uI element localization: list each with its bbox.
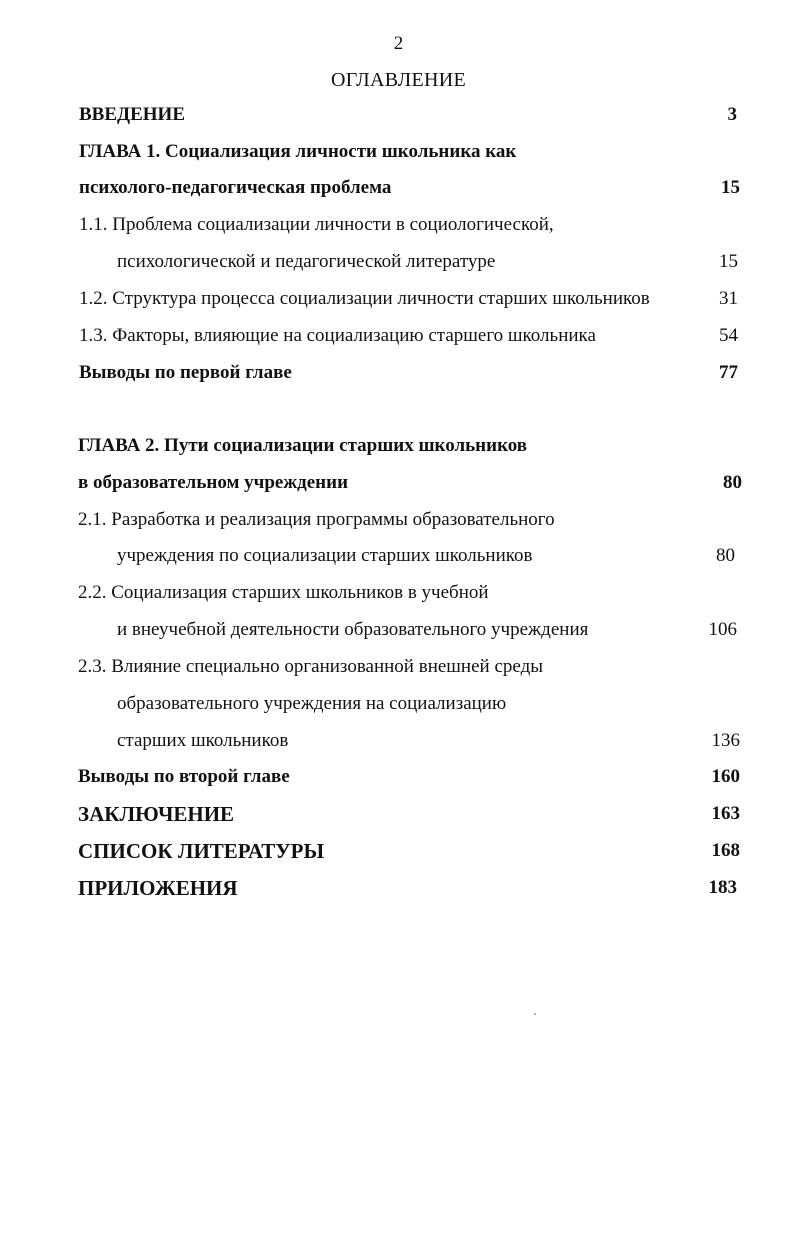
page-number: 2 <box>393 33 404 54</box>
toc-entry-section-2-1-line-2: учреждения по социализации старших школьников <box>117 545 533 566</box>
toc-entry-bibliography: СПИСОК ЛИТЕРАТУРЫ <box>78 839 325 863</box>
toc-entry-conclusions-chapter-1: Выводы по первой главе <box>79 362 292 383</box>
toc-entry-section-2-3-line-1: 2.3. Влияние специально организованной внешней среды <box>78 656 543 677</box>
toc-entry-introduction: ВВЕДЕНИЕ <box>79 104 185 125</box>
toc-page-section-1-1: 15 <box>719 251 738 272</box>
toc-entry-section-2-3-line-2: образовательного учреждения на социализацию <box>117 693 507 714</box>
toc-entry-chapter-1-line-2: психолого-педагогическая проблема <box>79 177 392 198</box>
toc-entry-chapter-1-line-1: ГЛАВА 1. Социализация личности школьника как <box>79 141 517 162</box>
toc-entry-chapter-2-line-1: ГЛАВА 2. Пути социализации старших школьников <box>78 435 528 456</box>
toc-entry-section-1-2: 1.2. Структура процесса социализации личности старших школьников <box>79 288 650 309</box>
scan-speck <box>534 1013 536 1015</box>
toc-page-section-2-2: 106 <box>708 619 737 640</box>
toc-page-section-2-3: 136 <box>711 730 740 751</box>
toc-page-chapter-2: 80 <box>723 472 742 493</box>
toc-entry-conclusion: ЗАКЛЮЧЕНИЕ <box>78 802 235 826</box>
toc-page-chapter-1: 15 <box>721 177 740 198</box>
toc-page-appendices: 183 <box>708 877 737 898</box>
toc-entry-section-1-1-line-2: психологической и педагогической литературе <box>117 251 496 272</box>
toc-entry-chapter-2-line-2: в образовательном учреждении <box>78 472 349 493</box>
toc-entry-section-2-3-line-3: старших школьников <box>117 730 289 751</box>
toc-entry-conclusions-chapter-2: Выводы по второй главе <box>78 766 290 787</box>
toc-page-conclusion: 163 <box>711 803 740 824</box>
toc-page-section-2-1: 80 <box>716 545 735 566</box>
toc-entry-section-1-1-line-1: 1.1. Проблема социализации личности в социологической, <box>79 214 554 235</box>
toc-entry-appendices: ПРИЛОЖЕНИЯ <box>78 876 238 900</box>
toc-page-section-1-3: 54 <box>719 325 738 346</box>
toc-page-section-1-2: 31 <box>719 288 738 309</box>
toc-entry-section-2-2-line-2: и внеучебной деятельности образовательного учреждения <box>117 619 589 640</box>
toc-page-conclusions-chapter-1: 77 <box>719 362 738 383</box>
toc-page-bibliography: 168 <box>711 840 740 861</box>
toc-page-introduction: 3 <box>727 104 737 125</box>
toc-title: ОГЛАВЛЕНИЕ <box>331 69 466 91</box>
toc-entry-section-2-1-line-1: 2.1. Разработка и реализация программы образовательного <box>78 509 555 530</box>
toc-page-conclusions-chapter-2: 160 <box>711 766 740 787</box>
toc-entry-section-2-2-line-1: 2.2. Социализация старших школьников в учебной <box>78 582 489 603</box>
toc-entry-section-1-3: 1.3. Факторы, влияющие на социализацию старшего школьника <box>79 325 596 346</box>
